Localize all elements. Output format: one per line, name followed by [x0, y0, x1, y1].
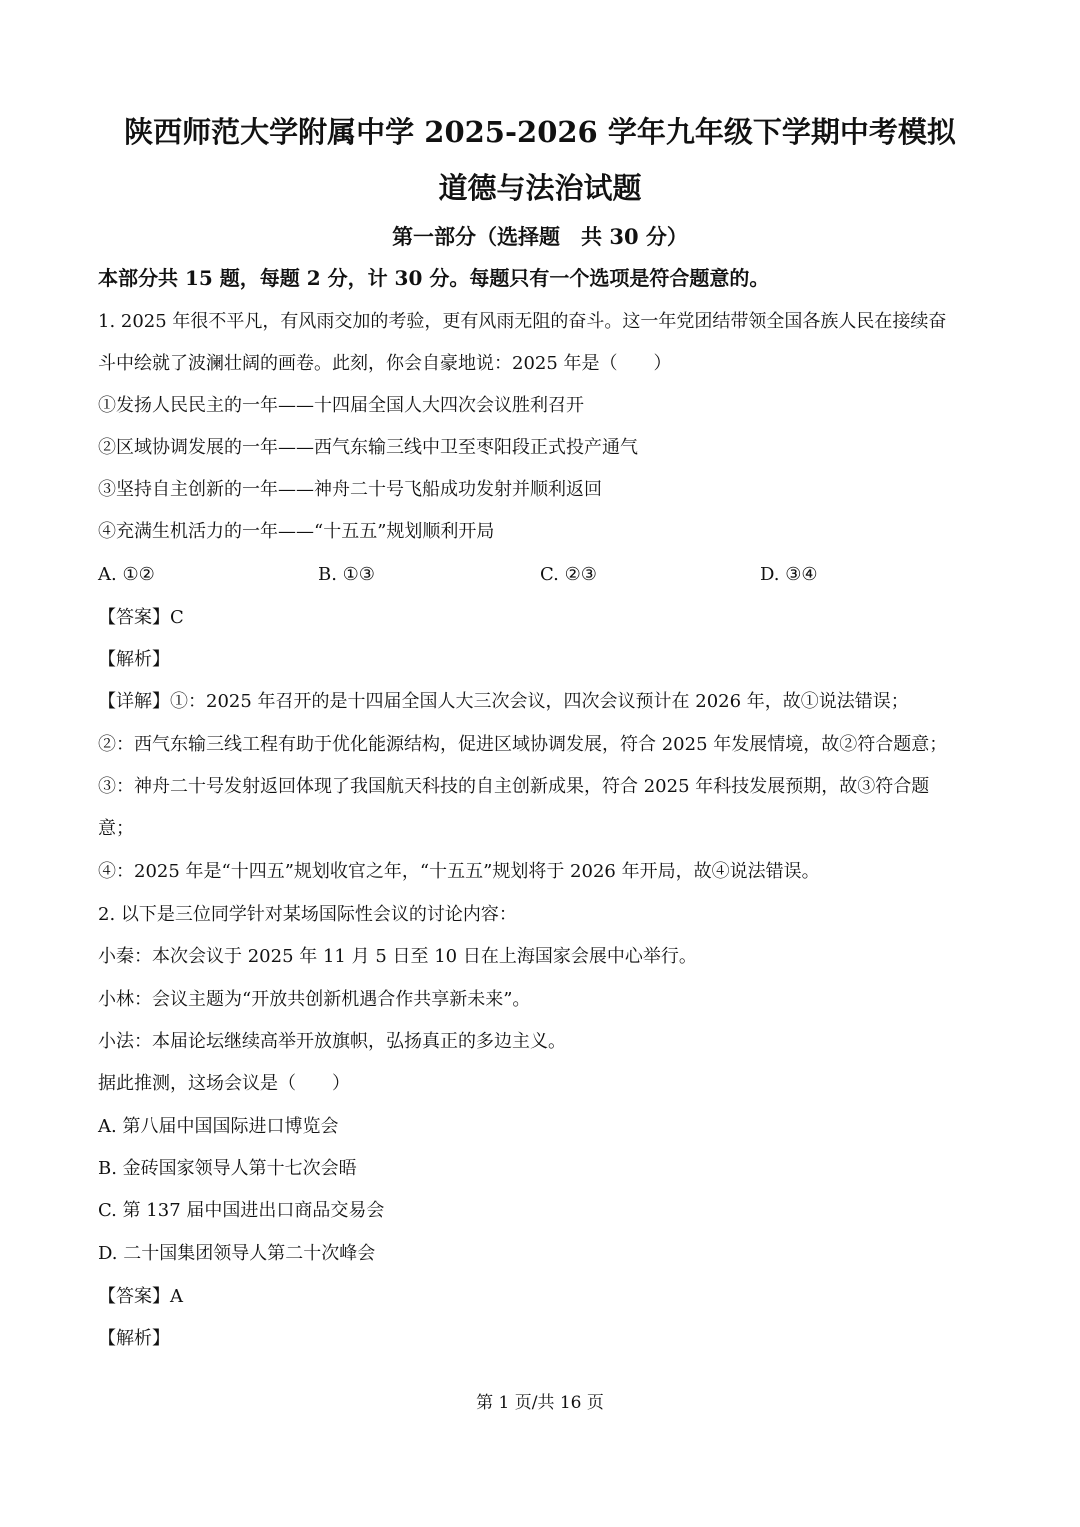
q2-statement-xiaofa: 小法：本届论坛继续高举开放旗帜，弘扬真正的多边主义。: [98, 1031, 566, 1052]
q1-stem-line2: 斗中绘就了波澜壮阔的画卷。此刻，你会自豪地说：2025 年是（ ）: [98, 353, 672, 374]
q1-item-4: ④充满生机活力的一年——“十五五”规划顺利开局: [98, 521, 495, 542]
q1-option-a: A. ①②: [98, 564, 155, 585]
q2-option-b: B. 金砖国家领导人第十七次会晤: [98, 1158, 357, 1179]
q2-analysis-label: 【解析】: [98, 1328, 170, 1349]
q1-analysis-label: 【解析】: [98, 649, 170, 670]
q1-item-1: ①发扬人民民主的一年——十四届全国人大四次会议胜利召开: [98, 395, 584, 416]
q1-detail-line3: ③：神舟二十号发射返回体现了我国航天科技的自主创新成果，符合 2025 年科技发展预期，故③符合题: [98, 776, 930, 797]
q2-answer: 【答案】A: [98, 1286, 183, 1307]
section-title: 第一部分（选择题 共 30 分）: [392, 224, 688, 249]
q1-detail-line5: ④：2025 年是“十四五”规划收官之年，“十五五”规划将于 2026 年开局，故④说法错误。: [98, 861, 820, 882]
q2-option-d: D. 二十国集团领导人第二十次峰会: [98, 1243, 376, 1264]
q2-option-c: C. 第 137 届中国进出口商品交易会: [98, 1200, 385, 1221]
q1-option-d: D. ③④: [760, 564, 818, 585]
q1-item-3: ③坚持自主创新的一年——神舟二十号飞船成功发射并顺利返回: [98, 479, 602, 500]
q1-detail-line4: 意；: [98, 818, 134, 839]
q2-stem: 2. 以下是三位同学针对某场国际性会议的讨论内容：: [98, 904, 517, 925]
q1-stem-line1: 1. 2025 年很不平凡，有风雨交加的考验，更有风雨无阻的奋斗。这一年党团结带领全国各族人民在接续奋: [98, 311, 947, 332]
q2-question: 据此推测，这场会议是（ ）: [98, 1073, 350, 1094]
q1-item-2: ②区域协调发展的一年——西气东输三线中卫至枣阳段正式投产通气: [98, 437, 638, 458]
q1-option-c: C. ②③: [540, 564, 597, 585]
exam-title: 陕西师范大学附属中学 2025-2026 学年九年级下学期中考模拟: [124, 115, 956, 149]
exam-subtitle: 道德与法治试题: [438, 171, 642, 205]
q2-statement-xiaoqin: 小秦：本次会议于 2025 年 11 月 5 日至 10 日在上海国家会展中心举行。: [98, 946, 697, 967]
q2-statement-xiaolin: 小林：会议主题为“开放共创新机遇合作共享新未来”。: [98, 989, 531, 1010]
q1-option-b: B. ①③: [318, 564, 375, 585]
page-number: 第 1 页/共 16 页: [476, 1393, 604, 1413]
q1-answer: 【答案】C: [98, 607, 184, 628]
q1-detail-line1: 【详解】①：2025 年召开的是十四届全国人大三次会议，四次会议预计在 2026 年，故①说法错误；: [98, 691, 909, 712]
section-instructions: 本部分共 15 题，每题 2 分，计 30 分。每题只有一个选项是符合题意的。: [98, 266, 770, 290]
q1-detail-line2: ②：西气东输三线工程有助于优化能源结构，促进区域协调发展，符合 2025 年发展情境，故②符合题意；: [98, 734, 948, 755]
q2-option-a: A. 第八届中国国际进口博览会: [98, 1116, 339, 1137]
